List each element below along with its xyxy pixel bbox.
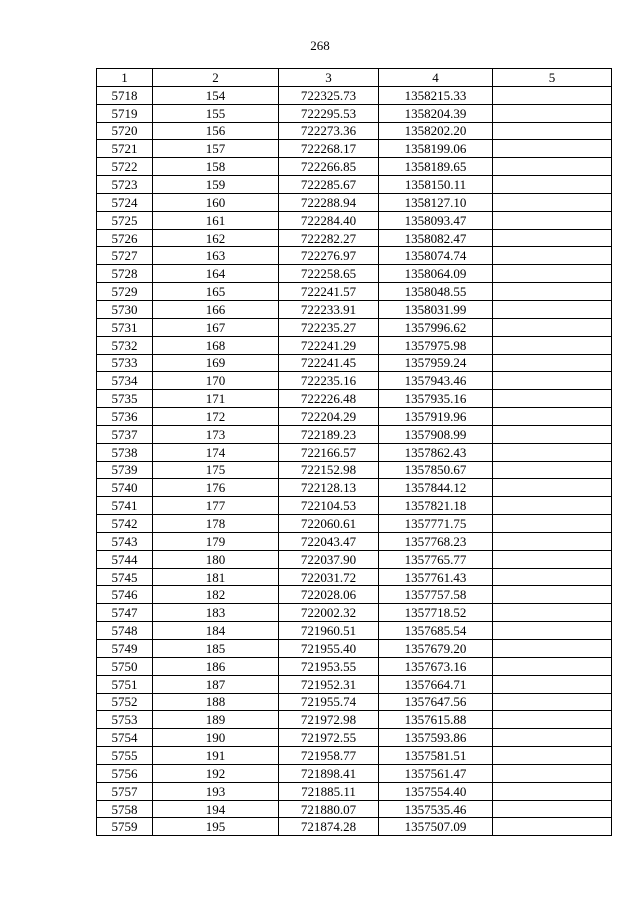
table-row — [97, 550, 612, 568]
table-body — [97, 86, 612, 835]
table-cell-col-3: 722282.27 — [279, 229, 379, 247]
table-cell-col-2: 158 — [153, 158, 279, 176]
table-cell-col-4: 1358202.20 — [379, 122, 493, 140]
table-cell-col-1: 5736 — [97, 408, 153, 426]
table-cell-col-1: 5759 — [97, 818, 153, 836]
column-header-5: 5 — [493, 69, 612, 87]
table-cell-col-4: 1357593.86 — [379, 729, 493, 747]
table-cell-col-5 — [493, 586, 612, 604]
table-cell-col-3: 722037.90 — [279, 550, 379, 568]
table-cell-col-3: 722204.29 — [279, 408, 379, 426]
table-cell-col-1: 5739 — [97, 461, 153, 479]
table-cell-col-2: 161 — [153, 211, 279, 229]
table-cell-col-4: 1357554.40 — [379, 782, 493, 800]
table-cell-col-3: 722189.23 — [279, 425, 379, 443]
table-row — [97, 86, 612, 104]
table-cell-col-1: 5727 — [97, 247, 153, 265]
table-cell-col-1: 5722 — [97, 158, 153, 176]
table-cell-col-3: 722285.67 — [279, 176, 379, 194]
table-cell-col-1: 5746 — [97, 586, 153, 604]
table-cell-col-2: 174 — [153, 443, 279, 461]
table-cell-col-1: 5732 — [97, 336, 153, 354]
table-cell-col-5 — [493, 622, 612, 640]
table-cell-col-1: 5733 — [97, 354, 153, 372]
table-cell-col-1: 5718 — [97, 86, 153, 104]
table-cell-col-5 — [493, 425, 612, 443]
table-cell-col-3: 721955.74 — [279, 693, 379, 711]
table-cell-col-3: 722241.29 — [279, 336, 379, 354]
table-cell-col-5 — [493, 800, 612, 818]
table-row — [97, 390, 612, 408]
table-cell-col-2: 154 — [153, 86, 279, 104]
column-header-1: 1 — [97, 69, 153, 87]
table-cell-col-1: 5730 — [97, 300, 153, 318]
table-row — [97, 640, 612, 658]
table-cell-col-5 — [493, 390, 612, 408]
table-cell-col-3: 722233.91 — [279, 300, 379, 318]
table-cell-col-4: 1357765.77 — [379, 550, 493, 568]
table-row — [97, 336, 612, 354]
table-cell-col-4: 1357850.67 — [379, 461, 493, 479]
table-cell-col-5 — [493, 747, 612, 765]
table-cell-col-3: 721960.51 — [279, 622, 379, 640]
table-cell-col-1: 5728 — [97, 265, 153, 283]
table-row — [97, 372, 612, 390]
table-cell-col-5 — [493, 300, 612, 318]
table-cell-col-5 — [493, 657, 612, 675]
table-row — [97, 497, 612, 515]
table-cell-col-2: 189 — [153, 711, 279, 729]
table-cell-col-5 — [493, 336, 612, 354]
table-row — [97, 104, 612, 122]
table-row — [97, 604, 612, 622]
table-cell-col-1: 5725 — [97, 211, 153, 229]
table-cell-col-2: 182 — [153, 586, 279, 604]
table-cell-col-2: 168 — [153, 336, 279, 354]
table-row — [97, 193, 612, 211]
table-cell-col-4: 1358064.09 — [379, 265, 493, 283]
table-cell-col-2: 169 — [153, 354, 279, 372]
table-row — [97, 729, 612, 747]
table-row — [97, 443, 612, 461]
table-cell-col-3: 722166.57 — [279, 443, 379, 461]
table-cell-col-2: 179 — [153, 532, 279, 550]
table-row — [97, 800, 612, 818]
table-cell-col-1: 5742 — [97, 515, 153, 533]
table-row — [97, 622, 612, 640]
table-cell-col-5 — [493, 211, 612, 229]
table-cell-col-4: 1357935.16 — [379, 390, 493, 408]
table-cell-col-1: 5740 — [97, 479, 153, 497]
table-cell-col-3: 721972.98 — [279, 711, 379, 729]
table-cell-col-4: 1357844.12 — [379, 479, 493, 497]
table-row — [97, 140, 612, 158]
table-cell-col-4: 1357535.46 — [379, 800, 493, 818]
table-cell-col-2: 176 — [153, 479, 279, 497]
table-cell-col-3: 722268.17 — [279, 140, 379, 158]
table-cell-col-1: 5719 — [97, 104, 153, 122]
table-cell-col-5 — [493, 818, 612, 836]
column-header-4: 4 — [379, 69, 493, 87]
table-cell-col-2: 175 — [153, 461, 279, 479]
column-header-2: 2 — [153, 69, 279, 87]
table-cell-col-2: 164 — [153, 265, 279, 283]
table-cell-col-5 — [493, 265, 612, 283]
table-cell-col-1: 5744 — [97, 550, 153, 568]
table-cell-col-3: 722241.57 — [279, 283, 379, 301]
table-cell-col-2: 157 — [153, 140, 279, 158]
table-cell-col-4: 1357679.20 — [379, 640, 493, 658]
table-cell-col-1: 5754 — [97, 729, 153, 747]
table-cell-col-4: 1357718.52 — [379, 604, 493, 622]
table-cell-col-1: 5741 — [97, 497, 153, 515]
table-cell-col-2: 160 — [153, 193, 279, 211]
table-cell-col-4: 1358204.39 — [379, 104, 493, 122]
table-cell-col-5 — [493, 283, 612, 301]
table-cell-col-2: 181 — [153, 568, 279, 586]
table-cell-col-4: 1357862.43 — [379, 443, 493, 461]
table-cell-col-5 — [493, 229, 612, 247]
table-cell-col-4: 1357975.98 — [379, 336, 493, 354]
column-header-3: 3 — [279, 69, 379, 87]
table-cell-col-2: 186 — [153, 657, 279, 675]
table-cell-col-5 — [493, 604, 612, 622]
table-cell-col-2: 192 — [153, 764, 279, 782]
table-cell-col-4: 1357647.56 — [379, 693, 493, 711]
table-cell-col-1: 5758 — [97, 800, 153, 818]
table-cell-col-5 — [493, 372, 612, 390]
table-cell-col-1: 5723 — [97, 176, 153, 194]
table-cell-col-3: 722235.27 — [279, 318, 379, 336]
table-cell-col-5 — [493, 247, 612, 265]
table-cell-col-2: 156 — [153, 122, 279, 140]
table-row — [97, 265, 612, 283]
table-cell-col-1: 5753 — [97, 711, 153, 729]
table-row — [97, 229, 612, 247]
table-cell-col-3: 721972.55 — [279, 729, 379, 747]
table-row — [97, 711, 612, 729]
table-cell-col-1: 5750 — [97, 657, 153, 675]
table-row — [97, 122, 612, 140]
table-cell-col-4: 1357673.16 — [379, 657, 493, 675]
table-cell-col-4: 1357664.71 — [379, 675, 493, 693]
table-cell-col-5 — [493, 158, 612, 176]
table-cell-col-2: 195 — [153, 818, 279, 836]
table-cell-col-3: 722288.94 — [279, 193, 379, 211]
table-cell-col-2: 159 — [153, 176, 279, 194]
table-cell-col-2: 162 — [153, 229, 279, 247]
page-number: 268 — [310, 38, 330, 53]
table-cell-col-1: 5749 — [97, 640, 153, 658]
table-cell-col-5 — [493, 176, 612, 194]
table-cell-col-4: 1357507.09 — [379, 818, 493, 836]
table-cell-col-2: 171 — [153, 390, 279, 408]
table-cell-col-3: 721958.77 — [279, 747, 379, 765]
table-cell-col-3: 721952.31 — [279, 675, 379, 693]
table-cell-col-5 — [493, 568, 612, 586]
table-header — [97, 69, 612, 87]
table-cell-col-5 — [493, 461, 612, 479]
table-cell-col-2: 163 — [153, 247, 279, 265]
table-cell-col-4: 1358031.99 — [379, 300, 493, 318]
table-cell-col-4: 1357959.24 — [379, 354, 493, 372]
table-cell-col-1: 5738 — [97, 443, 153, 461]
table-cell-col-3: 722128.13 — [279, 479, 379, 497]
table-row — [97, 693, 612, 711]
table-cell-col-3: 722266.85 — [279, 158, 379, 176]
table-cell-col-2: 172 — [153, 408, 279, 426]
table-cell-col-1: 5734 — [97, 372, 153, 390]
table-row — [97, 318, 612, 336]
table-cell-col-1: 5726 — [97, 229, 153, 247]
table-cell-col-1: 5721 — [97, 140, 153, 158]
table-cell-col-5 — [493, 711, 612, 729]
table-cell-col-5 — [493, 675, 612, 693]
coordinates-table — [96, 68, 612, 836]
table-cell-col-1: 5745 — [97, 568, 153, 586]
table-cell-col-4: 1357685.54 — [379, 622, 493, 640]
table-row — [97, 568, 612, 586]
table-cell-col-3: 722104.53 — [279, 497, 379, 515]
table-cell-col-1: 5735 — [97, 390, 153, 408]
table-row — [97, 657, 612, 675]
table-cell-col-3: 721874.28 — [279, 818, 379, 836]
table-cell-col-3: 722295.53 — [279, 104, 379, 122]
table-cell-col-4: 1358082.47 — [379, 229, 493, 247]
table-cell-col-2: 170 — [153, 372, 279, 390]
table-cell-col-1: 5747 — [97, 604, 153, 622]
table-cell-col-3: 721885.11 — [279, 782, 379, 800]
table-cell-col-4: 1357581.51 — [379, 747, 493, 765]
table-cell-col-3: 721955.40 — [279, 640, 379, 658]
table-cell-col-3: 722060.61 — [279, 515, 379, 533]
table-cell-col-4: 1357908.99 — [379, 425, 493, 443]
table-cell-col-5 — [493, 515, 612, 533]
table-cell-col-4: 1357561.47 — [379, 764, 493, 782]
table-cell-col-2: 190 — [153, 729, 279, 747]
table-cell-col-1: 5751 — [97, 675, 153, 693]
table-cell-col-3: 722276.97 — [279, 247, 379, 265]
table-cell-col-2: 180 — [153, 550, 279, 568]
table-cell-col-1: 5756 — [97, 764, 153, 782]
table-cell-col-2: 187 — [153, 675, 279, 693]
table-row — [97, 782, 612, 800]
table-cell-col-4: 1357761.43 — [379, 568, 493, 586]
table-row — [97, 461, 612, 479]
table-cell-col-2: 178 — [153, 515, 279, 533]
table-cell-col-2: 193 — [153, 782, 279, 800]
table-row — [97, 408, 612, 426]
table-cell-col-5 — [493, 122, 612, 140]
table-cell-col-5 — [493, 532, 612, 550]
table-cell-col-5 — [493, 86, 612, 104]
table-cell-col-3: 722226.48 — [279, 390, 379, 408]
table-cell-col-5 — [493, 443, 612, 461]
table-cell-col-3: 722028.06 — [279, 586, 379, 604]
table-cell-col-1: 5731 — [97, 318, 153, 336]
table-cell-col-3: 722284.40 — [279, 211, 379, 229]
table-cell-col-2: 194 — [153, 800, 279, 818]
table-cell-col-4: 1358127.10 — [379, 193, 493, 211]
table-cell-col-4: 1357943.46 — [379, 372, 493, 390]
table-row — [97, 211, 612, 229]
table-cell-col-4: 1358189.65 — [379, 158, 493, 176]
table-row — [97, 176, 612, 194]
table-cell-col-5 — [493, 640, 612, 658]
table-cell-col-4: 1358093.47 — [379, 211, 493, 229]
table-cell-col-1: 5737 — [97, 425, 153, 443]
table-cell-col-4: 1358074.74 — [379, 247, 493, 265]
table-cell-col-1: 5720 — [97, 122, 153, 140]
table-row — [97, 158, 612, 176]
table-cell-col-2: 173 — [153, 425, 279, 443]
table-cell-col-5 — [493, 193, 612, 211]
table-cell-col-1: 5748 — [97, 622, 153, 640]
table-cell-col-3: 722325.73 — [279, 86, 379, 104]
table-cell-col-2: 184 — [153, 622, 279, 640]
table-cell-col-3: 722002.32 — [279, 604, 379, 622]
table-cell-col-4: 1358215.33 — [379, 86, 493, 104]
table-cell-col-3: 722235.16 — [279, 372, 379, 390]
table-cell-col-3: 722258.65 — [279, 265, 379, 283]
table-row — [97, 300, 612, 318]
table-cell-col-2: 185 — [153, 640, 279, 658]
table-cell-col-2: 177 — [153, 497, 279, 515]
table-cell-col-3: 721880.07 — [279, 800, 379, 818]
table-cell-col-1: 5724 — [97, 193, 153, 211]
table-cell-col-4: 1358199.06 — [379, 140, 493, 158]
table-cell-col-2: 191 — [153, 747, 279, 765]
table-row — [97, 283, 612, 301]
table-cell-col-2: 167 — [153, 318, 279, 336]
table-cell-col-5 — [493, 318, 612, 336]
table-cell-col-4: 1357768.23 — [379, 532, 493, 550]
table-cell-col-4: 1357771.75 — [379, 515, 493, 533]
table-cell-col-5 — [493, 729, 612, 747]
table-cell-col-2: 155 — [153, 104, 279, 122]
table-row — [97, 818, 612, 836]
table-cell-col-3: 722031.72 — [279, 568, 379, 586]
table-cell-col-3: 722273.36 — [279, 122, 379, 140]
table-row — [97, 586, 612, 604]
table-row — [97, 747, 612, 765]
table-cell-col-1: 5757 — [97, 782, 153, 800]
table-cell-col-4: 1357757.58 — [379, 586, 493, 604]
table-cell-col-5 — [493, 408, 612, 426]
table-row — [97, 764, 612, 782]
table-cell-col-5 — [493, 140, 612, 158]
table-cell-col-4: 1357615.88 — [379, 711, 493, 729]
table-cell-col-2: 183 — [153, 604, 279, 622]
table-cell-col-5 — [493, 104, 612, 122]
table-cell-col-1: 5743 — [97, 532, 153, 550]
table-cell-col-5 — [493, 550, 612, 568]
table-cell-col-3: 721953.55 — [279, 657, 379, 675]
table-cell-col-2: 165 — [153, 283, 279, 301]
table-row — [97, 532, 612, 550]
table-cell-col-4: 1357996.62 — [379, 318, 493, 336]
table-cell-col-4: 1358150.11 — [379, 176, 493, 194]
table-row — [97, 675, 612, 693]
table-cell-col-1: 5729 — [97, 283, 153, 301]
table-cell-col-5 — [493, 782, 612, 800]
table-cell-col-2: 188 — [153, 693, 279, 711]
table-cell-col-4: 1357821.18 — [379, 497, 493, 515]
table-row — [97, 515, 612, 533]
table-row — [97, 247, 612, 265]
table-row — [97, 354, 612, 372]
header-row — [97, 69, 612, 87]
table-cell-col-2: 166 — [153, 300, 279, 318]
table-cell-col-4: 1358048.55 — [379, 283, 493, 301]
table-row — [97, 479, 612, 497]
table-cell-col-3: 722241.45 — [279, 354, 379, 372]
table-cell-col-5 — [493, 764, 612, 782]
table-cell-col-3: 722043.47 — [279, 532, 379, 550]
table-cell-col-1: 5752 — [97, 693, 153, 711]
table-cell-col-5 — [493, 479, 612, 497]
table-cell-col-5 — [493, 693, 612, 711]
table-row — [97, 425, 612, 443]
table-cell-col-1: 5755 — [97, 747, 153, 765]
table-cell-col-5 — [493, 497, 612, 515]
table-cell-col-3: 721898.41 — [279, 764, 379, 782]
table-cell-col-5 — [493, 354, 612, 372]
table-cell-col-3: 722152.98 — [279, 461, 379, 479]
table-cell-col-4: 1357919.96 — [379, 408, 493, 426]
